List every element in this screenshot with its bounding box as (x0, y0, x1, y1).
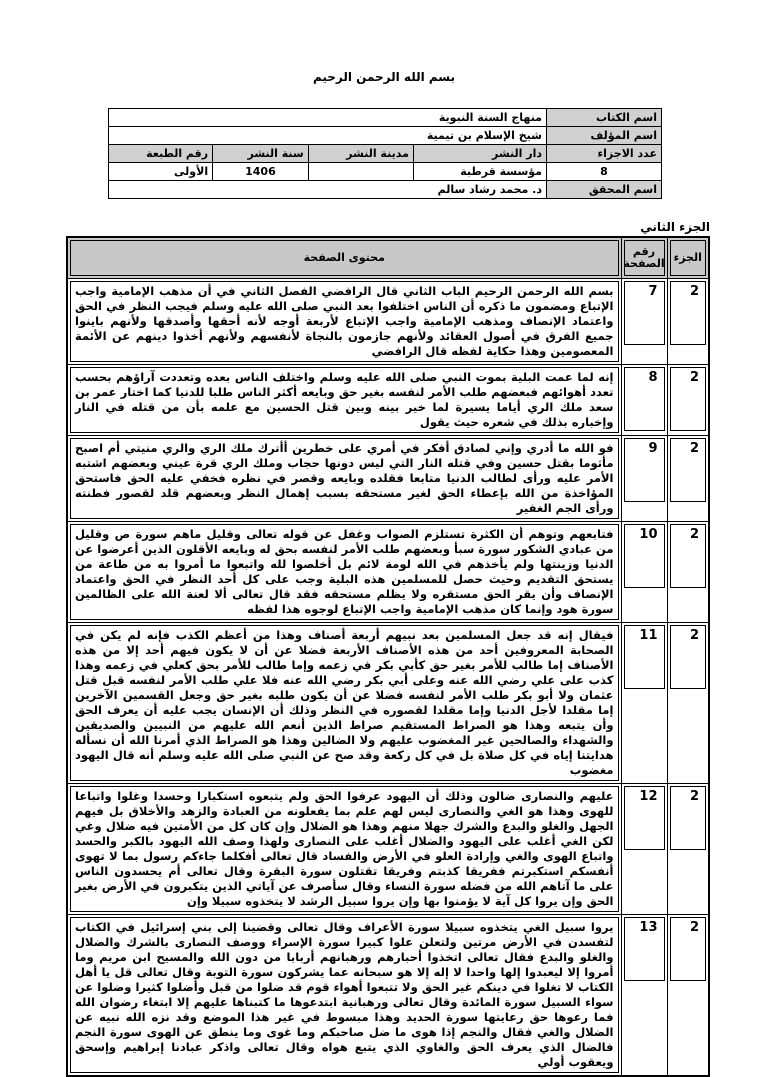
part-number-cell (667, 623, 709, 784)
page-content-text: يروا سبيل الغي يتخذوه سبيلا سورة الأعراف وقال تعالى وقضينا إلى بني إسرائيل في الكتاب لتفسدن في الأرض مرتين ولتعلن علوا كبيرا سورة الإسراء ووصف النصارى بالشرك والضلال والغلو والبدع فقال تعالى اتخذوا أحبارهم ورهبانهم أربابا من دون الله والمسيح ابن مريم وما أمروا إلا ليعبدوا إلها واحدا لا إله إلا هو سبحانه عما يشركون سورة التوبة وقال تعالى قل يا أهل الكتاب لا تغلوا في دينكم غير الحق ولا تتبعوا أهواء قوم قد ضلوا من قبل وأضلوا كثيرا وضلوا عن سواء السبيل سورة المائدة وقال تعالى ورهبانية ابتدعوها ما كتبناها عليهم إلا ابتغاء رضوان الله فما رعوها حق رعايتها سورة الحديد وهذا مبسوط في غير هذا الموضع وقد نزه الله نبيه عن الضلال والغي فقال والنجم إذا هوى ما ضل صاحبكم وما غوى وما ينطق عن الهوى سورة النجم فالضال الذي يعرف الحق والغاوي الذي يتبع هواه وقال تعالى واذكر عبادنا إبراهيم وإسحق ويعقوب أولي (70, 917, 619, 1073)
part-number: 2 (670, 438, 707, 502)
page-number-cell (621, 522, 667, 623)
part-number: 2 (670, 917, 707, 981)
table-row (67, 784, 709, 915)
page-number-cell (621, 915, 667, 1077)
table-row (67, 436, 709, 522)
book-title-value: منهاج السنة النبوية (109, 109, 547, 127)
author-value: شيخ الإسلام بن تيمية (109, 127, 547, 145)
basmala-heading: بسم الله الرحمن الرحيم (312, 70, 456, 84)
page-content-text: إنه لما عمت البلية بموت النبي صلى الله عليه وسلم واختلف الناس بعده وتعددت آراؤهم بحسب تعدد أهوائهم فبعضهم طلب الأمر لنفسه بغير حق وبايعه أكثر الناس طلبا للدنيا كما اختار عمر بن سعد ملك الري أياما يسيرة لما خير بينه وبين قتل الحسين مع علمه بأن من قتله في النار وإخباره بذلك في شعره حيث يقول (70, 367, 619, 433)
page-number-cell (621, 436, 667, 522)
page-number: 10 (624, 524, 665, 588)
page-content-text: عليهم والنصارى ضالون وذلك أن اليهود عرفوا الحق ولم يتبعوه استكبارا وحسدا وغلوا واتباعا للهوى وهذا هو الغي والنصارى ليس لهم علم بما يفعلونه من العبادة والزهد والأخلاق بل فيهم الجهل والغلو والبدع والشرك جهلا منهم وهذا هو الضلال وإن كان كل من الأمتين فيه ضلال وغي لكن الغي أغلب على اليهود والضلال أغلب على النصارى ولهذا وصف الله اليهود بالكبر والحسد واتباع الهوى والغي وإرادة العلو في الأرض والفساد قال تعالى أفكلما جاءكم رسول بما لا تهوى أنفسكم استكبرتم ففريقا كذبتم وفريقا تقتلون سورة البقرة وقال تعالى أم يحسدون الناس على ما آتاهم الله من فضله سورة النساء وقال سأصرف عن آياتي الذين يتكبرون في الأرض بغير الحق وإن يروا كل آية لا يؤمنوا بها وإن يروا سبيل الرشد لا يتخذوه سبيلا وإن (70, 786, 619, 912)
page-number-cell (621, 279, 667, 365)
part-number: 2 (670, 625, 707, 689)
page-content-text: بسم الله الرحمن الرحيم الباب الثاني قال الرافضي الفصل الثاني في أن مذهب الإمامية واجب الإتباع ومضمون ما ذكره أن الناس اختلفوا بعد النبي صلى الله عليه وسلم فيجب النظر في الحق واعتماد الإنصاف ومذهب الإمامية واجب الإتباع لأربعة أوجه لأنه أحقها وأصدقها ولأنهم باينوا جميع الفرق في أصول العقائد ولأنهم جازمون بالنجاة لأنفسهم ولأنهم أخذوا دينهم عن الأئمة المعصومين وهذا حكاية لفظه قال الرافضي (70, 281, 619, 362)
table-row (67, 279, 709, 365)
table-row (67, 915, 709, 1077)
city-label: مدينة النشر (308, 145, 413, 163)
edition-label: رقم الطبعة (109, 145, 213, 163)
part-number: 2 (670, 367, 707, 431)
content-table (66, 236, 710, 1077)
page-content-cell (67, 915, 621, 1077)
page-content-text: فو الله ما أدري وإني لصادق أفكر في أمري على خطرين أأترك ملك الري والري منيتي أم اصبح مأثوما بقتل حسين وفي قتله النار التي ليس دونها حجاب وملك الري قرة عيني وبعضهم اشتبه الأمر عليه ورأى لطالب الدنيا متابعا فقلده وبايعه وقصر في نظره فخفي عليه الحق فاستحق المؤاخذة من الله بإعطاء الحق لغير مستحقه بسبب إهمال النظر وبعضهم قلد لقصور فطنته ورأى الجم الغفير (70, 438, 619, 519)
table-row (67, 522, 709, 623)
part-number-cell (667, 784, 709, 915)
part-number: 2 (670, 786, 707, 850)
edition-value: الأولى (109, 163, 213, 181)
author-label: اسم المؤلف (547, 127, 662, 145)
editor-label: اسم المحقق (547, 181, 662, 199)
part-number-cell (667, 436, 709, 522)
editor-value: د. محمد رشاد سالم (109, 181, 547, 199)
parts-value: 8 (547, 163, 662, 181)
page-content-cell (67, 436, 621, 522)
book-info-table (108, 108, 662, 199)
page-content-cell (67, 522, 621, 623)
header-content: محتوى الصفحة (67, 237, 621, 279)
page-content-cell (67, 279, 621, 365)
year-value: 1406 (213, 163, 309, 181)
page-number: 12 (624, 786, 665, 850)
page-number-cell (621, 365, 667, 436)
publisher-label: دار النشر (413, 145, 546, 163)
page-number: 8 (624, 367, 665, 431)
table-row (67, 365, 709, 436)
city-value (308, 163, 413, 181)
header-part: الجزء (667, 237, 709, 279)
page-number: 9 (624, 438, 665, 502)
page-number: 13 (624, 917, 665, 981)
page-content-cell (67, 365, 621, 436)
year-label: سنة النشر (213, 145, 309, 163)
table-row (67, 623, 709, 784)
page-number-cell (621, 784, 667, 915)
page-content-text: فيقال إنه قد جعل المسلمين بعد نبيهم أربعة أصناف وهذا من أعظم الكذب فإنه لم يكن في الصحابة المعروفين أحد من هذه الأصناف الأربعة فضلا عن أن لا يكون فيهم أحد إلا من هذه الأصناف إما طالب للأمر بغير حق كأبي بكر في زعمه وإما طالب للأمر بحق كعلي في زعمه وهذا كذب على علي رضي الله عنه وعلى أبي بكر رضي الله عنه فلا علي طلب الأمر لنفسه قبل قتل عثمان ولا أبو بكر طلب الأمر لنفسه فضلا عن أن يكون طلبه بغير حق وجعل القسمين الآخرين إما مقلدا لأجل الدنيا وإما مقلدا لقصوره في النظر وذلك أن الإنسان يجب عليه أن يعرف الحق وأن يتبعه وهذا هو الصراط المستقيم صراط الذين أنعم الله عليهم من النبيين والصديقين والشهداء والصالحين غير المغضوب عليهم ولا الضالين وهذا هو الصراط الذي أمرنا الله أن نسأله هدايتنا إياه في كل صلاة بل في كل ركعة وقد صح عن النبي صلى الله عليه وسلم أنه قال اليهود مغضوب (70, 625, 619, 781)
part-number-cell (667, 522, 709, 623)
page-content-cell (67, 784, 621, 915)
page-number: 7 (624, 281, 665, 345)
part-title: الجزء الثاني (640, 220, 710, 234)
page-number-cell (621, 623, 667, 784)
page-number: 11 (624, 625, 665, 689)
page-content-cell (67, 623, 621, 784)
part-number-cell (667, 279, 709, 365)
header-page-number: رقم الصفحة (621, 237, 667, 279)
content-table-wrapper (66, 236, 708, 1069)
part-number: 2 (670, 281, 707, 345)
part-number: 2 (670, 524, 707, 588)
part-number-cell (667, 915, 709, 1077)
content-table-header-row (67, 237, 709, 279)
parts-label: عدد الاجزاء (547, 145, 662, 163)
page-content-text: فتابعهم وتوهم أن الكثرة تستلزم الصواب وغفل عن قوله تعالى وقليل ماهم سورة ص وقليل من عبادي الشكور سورة سبأ وبعضهم طلب الأمر لنفسه بحق له وبايعه الأقلون الذين أعرضوا عن الدنيا وزينتها ولم يأخذهم في الله لومة لائم بل أخلصوا لله واتبعوا ما أمروا به من طاعة من يستحق التقديم وحيث حصل للمسلمين هذه البلية وجب على كل أحد النظر في الحق واعتماد الإنصاف وأن يقر الحق مستقره ولا يظلم مستحقه فقد قال تعالى ألا لعنة الله على الظالمين سورة هود وإنما كان مذهب الإمامية واجب الإتباع لوجوه هذا لفظه (70, 524, 619, 620)
book-title-label: اسم الكتاب (547, 109, 662, 127)
publisher-value: مؤسسة قرطبة (413, 163, 546, 181)
part-number-cell (667, 365, 709, 436)
